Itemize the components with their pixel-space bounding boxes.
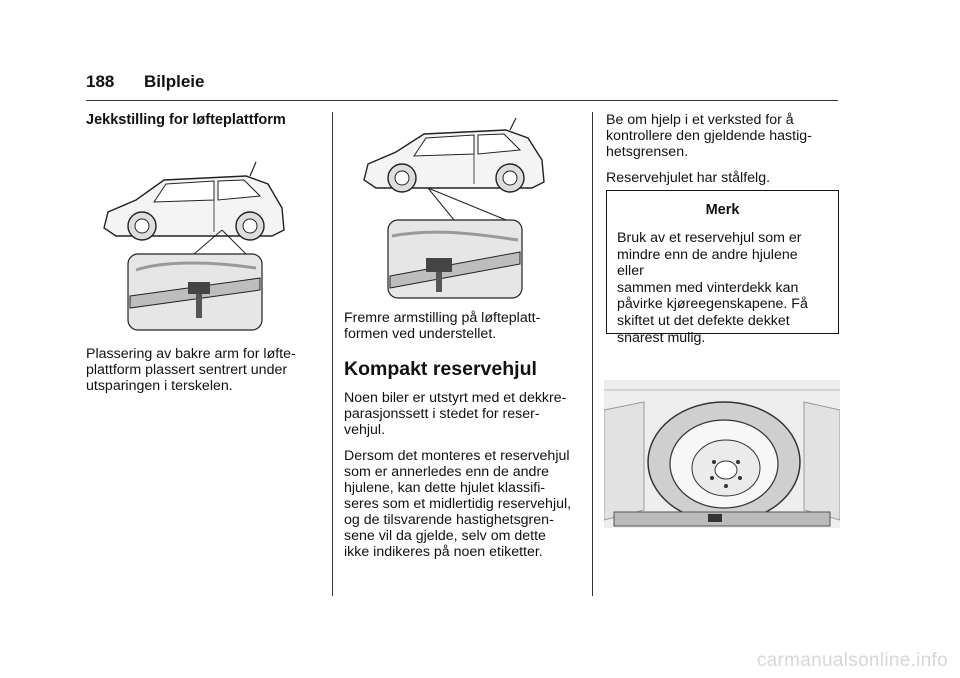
front-arm-caption	[344, 310, 582, 342]
rear-lift-arm-illustration	[96, 150, 296, 335]
text-line: og de tilsvarende hastighetsgren-	[344, 512, 554, 528]
page-number: 188	[86, 72, 115, 91]
watermark: carmanualsonline.info	[756, 650, 948, 671]
text-line: parasjonssett i stedet for reser-	[344, 406, 540, 422]
text-line: skiftet ut det defekte dekket	[617, 312, 790, 329]
paragraph	[606, 112, 840, 160]
compact-spare-heading: Kompakt reservehjul	[344, 358, 537, 380]
text-line: Bruk av et reservehjul som er	[617, 230, 802, 246]
text-line: Be om hjelp i et verksted for å	[606, 112, 794, 128]
column-divider-left	[332, 112, 333, 596]
note-title: Merk	[705, 202, 740, 218]
column-divider-right	[592, 112, 593, 596]
caption-line: utsparingen i terskelen.	[86, 378, 233, 394]
text-line: påvirke kjøreegenskapene. Få	[617, 296, 808, 313]
text-line: hetsgrensen.	[606, 144, 689, 160]
spare-wheel-illustration	[604, 380, 840, 528]
caption-line: formen ved understellet.	[344, 326, 497, 342]
text-line: snarest mulig.	[617, 329, 706, 346]
text-line: Noen biler er utstyrt med et dekkre-	[344, 390, 567, 406]
note-body	[607, 230, 838, 346]
text-line: mindre enn de andre hjulene eller	[617, 246, 798, 280]
caption-line: Plassering av bakre arm for løfte-	[86, 346, 296, 362]
column-3	[606, 112, 840, 196]
rear-arm-caption	[86, 346, 322, 394]
paragraph	[344, 448, 582, 560]
text-line: seres som et midlertidig reservehjul,	[344, 496, 572, 512]
caption-line: Fremre armstilling på løfteplatt-	[344, 310, 541, 326]
text-line: sene vil da gjelde, selv om dette	[344, 528, 546, 544]
page-header	[86, 70, 838, 101]
text-line: som er annerledes enn de andre	[344, 464, 550, 480]
text-line: vehjul.	[344, 422, 386, 438]
paragraph: Reservehjulet har stålfelg.	[606, 170, 771, 186]
text-line: ikke indikeres på noen etiketter.	[344, 544, 543, 560]
front-lift-arm-illustration	[356, 116, 556, 301]
text-line: Dersom det monteres et reservehjul	[344, 448, 570, 464]
jack-position-heading: Jekkstilling for løfteplattform	[86, 112, 286, 128]
note-box	[606, 190, 839, 346]
column-1	[86, 112, 322, 128]
column-2	[344, 310, 582, 570]
text-line: sammen med vinterdekk kan	[617, 279, 799, 296]
text-line: kontrollere den gjeldende hastig-	[606, 128, 812, 144]
text-line: hjulene, kan dette hjulet klassifi-	[344, 480, 546, 496]
paragraph	[344, 390, 582, 438]
caption-line: plattform plassert sentrert under	[86, 362, 288, 378]
section-title: Bilpleie	[144, 72, 205, 91]
